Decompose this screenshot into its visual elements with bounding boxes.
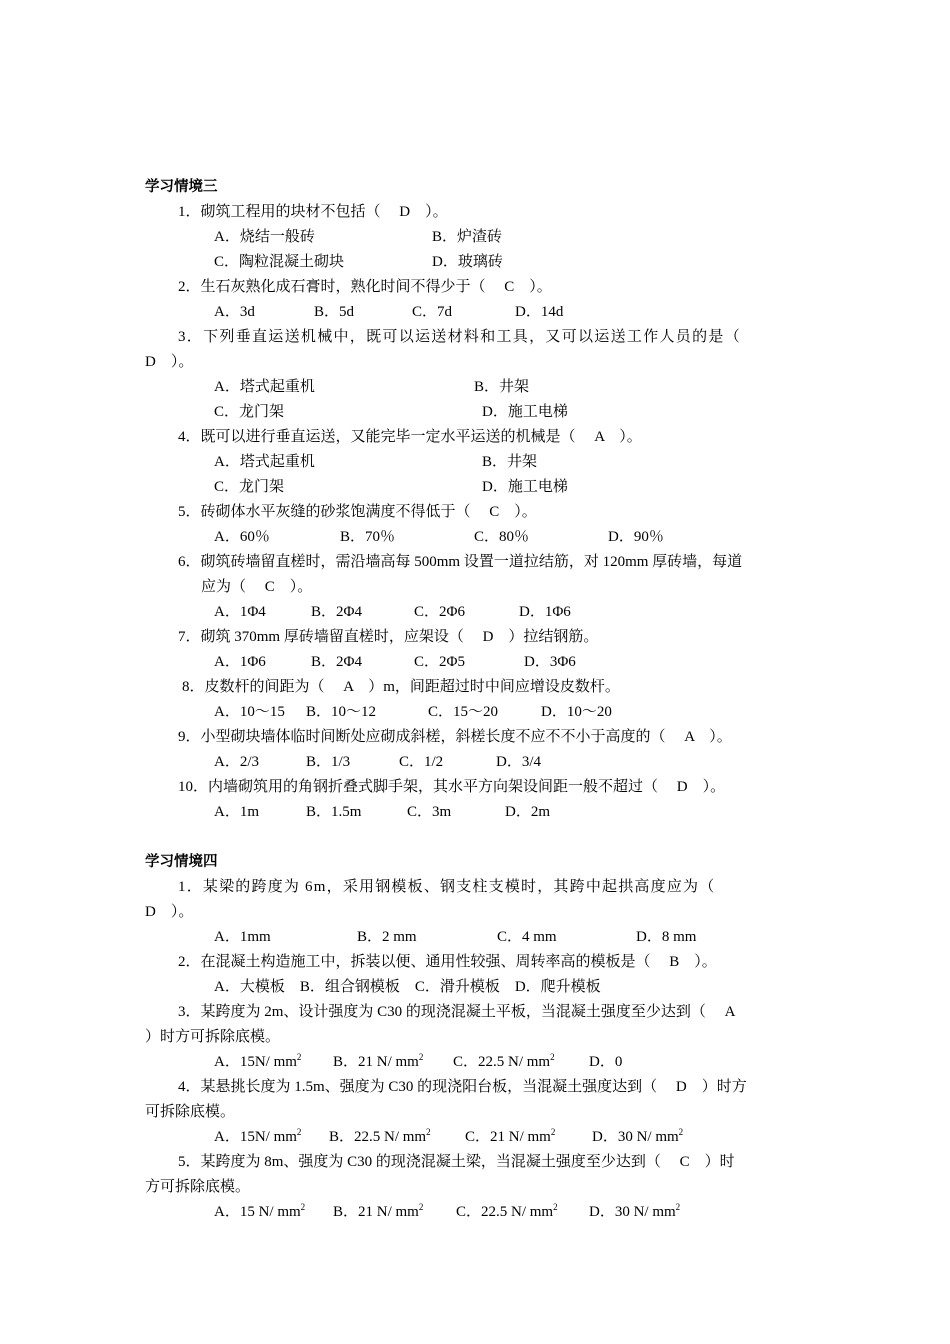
option-d: D．1Φ6: [519, 604, 571, 620]
option-a: A．烧结一般砖: [214, 229, 315, 245]
option-d: D．30 N/ $mm^2$: [592, 1127, 684, 1145]
options-row: A．大模板 B．组合钢模板 C．滑升模板 D．爬升模板: [214, 979, 601, 995]
question-2: 2．在混凝土构造施工中，拆装以便、通用性较强、周转率高的模板是（ B ）。: [178, 954, 717, 970]
option-c: C．陶粒混凝土砌块: [214, 254, 345, 270]
option-b: B．10～12: [306, 704, 377, 720]
option-c: C．80％: [474, 529, 530, 545]
option-c: C．7d: [412, 304, 453, 320]
option-a: A．1Φ4: [214, 604, 266, 620]
question-1: 1．砌筑工程用的块材不包括（ D ）。: [178, 204, 448, 220]
option-d: D．0: [589, 1054, 623, 1070]
option-d: D．3Φ6: [524, 654, 576, 670]
section-title: 学习情境三: [145, 179, 218, 195]
option-c: C．龙门架: [214, 404, 285, 420]
question-3-cont: D ）。: [145, 354, 194, 370]
option-d: D．2m: [505, 804, 551, 820]
option-b: B．5d: [314, 304, 355, 320]
option-b: B．21 N/ $mm^2$: [333, 1052, 424, 1070]
option-c: C．22.5 N/ $mm^2$: [453, 1052, 555, 1070]
option-a: A．10～15: [214, 704, 285, 720]
option-a: A．1Φ6: [214, 654, 266, 670]
option-d: D．施工电梯: [482, 479, 568, 495]
option-a: A．1mm: [214, 929, 271, 945]
option-c: C．2Φ6: [414, 604, 465, 620]
option-b: B．2 mm: [357, 929, 417, 945]
option-a: A．15 N/ $mm^2$: [214, 1202, 306, 1220]
option-c: C．1/2: [399, 754, 444, 770]
option-d: D．施工电梯: [482, 404, 568, 420]
option-d: D．90％: [608, 529, 664, 545]
option-c: C．15～20: [428, 704, 499, 720]
option-b: B．2Φ4: [311, 604, 362, 620]
question-1-cont: D ）。: [145, 904, 194, 920]
question-3: 3．某跨度为 2m、设计强度为 C30 的现浇混凝土平板，当混凝土强度至少达到（ A: [178, 1004, 736, 1020]
option-b: B．炉渣砖: [432, 229, 503, 245]
question-10: 10．内墙砌筑用的角钢折叠式脚手架，其水平方向架设间距一般不超过（ D ）。: [178, 779, 726, 795]
question-7: 7．砌筑 370mm 厚砖墙留直槎时，应架设（ D ）拉结钢筋。: [178, 629, 599, 645]
option-a: A．3d: [214, 304, 255, 320]
option-d: D．10～20: [541, 704, 612, 720]
option-a: A．塔式起重机: [214, 379, 315, 395]
option-b: B．井架: [474, 379, 530, 395]
question-2: 2．生石灰熟化成石膏时，熟化时间不得少于（ C ）。: [178, 279, 552, 295]
question-1: 1．某梁的跨度为 6m，采用钢模板、钢支柱支模时，其跨中起拱高度应为（: [178, 879, 716, 895]
question-6-cont: 应为（ C ）。: [201, 579, 313, 595]
question-5: 5．砖砌体水平灰缝的砂浆饱满度不得低于（ C ）。: [178, 504, 537, 520]
question-6: 6．砌筑砖墙留直槎时，需沿墙高每 500mm 设置一道拉结筋，对 120mm 厚砖墙，每道: [178, 554, 743, 570]
question-3-cont: ）时方可拆除底模。: [145, 1029, 281, 1045]
option-a: A．15N/ $mm^2$: [214, 1052, 302, 1070]
option-d: D．14d: [515, 304, 564, 320]
option-c: C．22.5 N/ $mm^2$: [456, 1202, 558, 1220]
option-d: D．8 mm: [636, 929, 697, 945]
option-b: B．1/3: [306, 754, 351, 770]
question-4: 4．某悬挑长度为 1.5m、强度为 C30 的现浇阳台板，当混凝土强度达到（ D ）时方: [178, 1079, 747, 1095]
option-a: A．15N/ $mm^2$: [214, 1127, 302, 1145]
option-c: C．21 N/ $mm^2$: [465, 1127, 556, 1145]
option-c: C．3m: [407, 804, 452, 820]
option-d: D．30 N/ $mm^2$: [589, 1202, 681, 1220]
question-4-cont: 可拆除底模。: [145, 1104, 236, 1120]
option-d: D．3/4: [496, 754, 542, 770]
option-b: B．21 N/ $mm^2$: [333, 1202, 424, 1220]
question-9: 9．小型砌块墙体临时间断处应砌成斜槎，斜槎长度不应不不小于高度的（ A ）。: [178, 729, 732, 745]
option-b: B．22.5 N/ $mm^2$: [329, 1127, 431, 1145]
option-a: A．60％: [214, 529, 270, 545]
question-4: 4．既可以进行垂直运送，又能完毕一定水平运送的机械是（ A ）。: [178, 429, 642, 445]
option-b: B．井架: [482, 454, 538, 470]
option-c: C．2Φ5: [414, 654, 465, 670]
option-c: C．龙门架: [214, 479, 285, 495]
question-5: 5．某跨度为 8m、强度为 C30 的现浇混凝土梁，当混凝土强度至少达到（ C ）时: [178, 1154, 735, 1170]
option-a: A．2/3: [214, 754, 260, 770]
question-3: 3．下列垂直运送机械中，既可以运送材料和工具，又可以运送工作人员的是（: [178, 329, 742, 345]
option-a: A．1m: [214, 804, 260, 820]
option-a: A．塔式起重机: [214, 454, 315, 470]
option-b: B．70％: [340, 529, 396, 545]
option-d: D．玻璃砖: [432, 254, 503, 270]
option-c: C．4 mm: [497, 929, 557, 945]
option-b: B．2Φ4: [311, 654, 362, 670]
question-5-cont: 方可拆除底模。: [145, 1179, 251, 1195]
section-title: 学习情境四: [145, 854, 218, 870]
option-b: B．1.5m: [306, 804, 362, 820]
question-8: 8．皮数杆的间距为（ A ）m，间距超过时中间应增设皮数杆。: [182, 679, 620, 695]
